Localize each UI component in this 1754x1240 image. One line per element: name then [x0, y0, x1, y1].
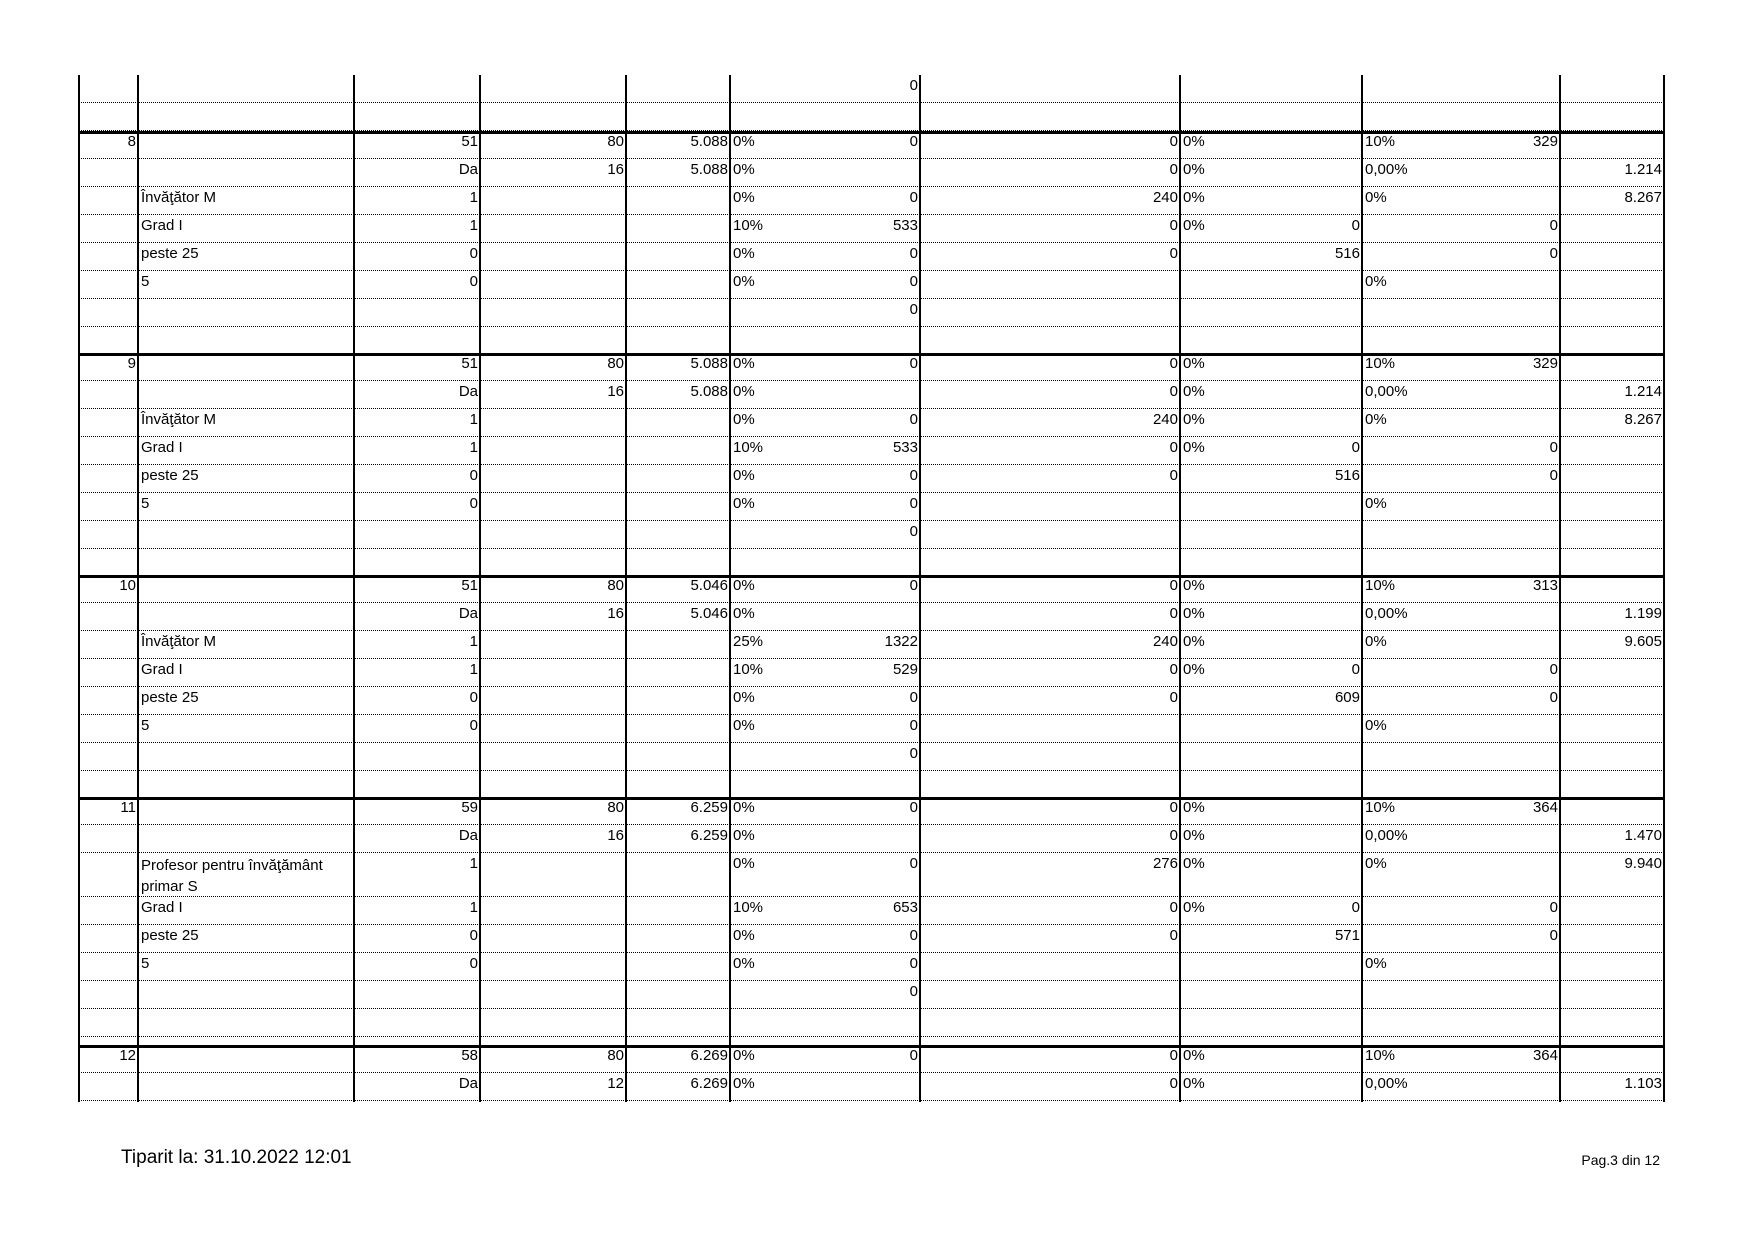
table-cell: 0 — [909, 467, 918, 484]
table-cell: 0% — [733, 383, 755, 400]
row-separator — [79, 270, 1664, 271]
row-separator — [79, 852, 1664, 853]
row-label: 5 — [141, 717, 150, 734]
table-cell: Da — [458, 161, 478, 178]
table-cell: 9.940 — [1624, 855, 1662, 872]
table-cell: 80 — [607, 1047, 624, 1064]
row-separator — [79, 1008, 1664, 1009]
row-label: Grad I — [141, 661, 183, 678]
row-label: peste 25 — [141, 245, 199, 262]
table-cell: 10% — [1365, 799, 1396, 816]
table-cell: 0% — [733, 577, 755, 594]
table-cell: 0 — [909, 245, 918, 262]
table-cell: 0% — [733, 161, 755, 178]
table-cell: 329 — [1532, 133, 1558, 150]
table-cell: 0 — [1169, 1047, 1178, 1064]
table-cell: 0% — [733, 955, 755, 972]
column-divider — [353, 75, 355, 1102]
row-label: Învăţător M — [141, 633, 217, 650]
table-cell: 0 — [1169, 383, 1178, 400]
row-separator — [79, 408, 1664, 409]
table-cell: 0% — [1365, 955, 1387, 972]
row-separator — [79, 1100, 1664, 1101]
table-cell: 8.267 — [1624, 411, 1662, 428]
column-divider — [137, 75, 139, 1102]
table-cell: 59 — [461, 799, 478, 816]
table-cell: 10% — [733, 217, 764, 234]
row-separator — [79, 1036, 1664, 1037]
table-cell: 0% — [1183, 661, 1205, 678]
row-label: 5 — [141, 495, 150, 512]
table-cell: 0% — [1183, 133, 1205, 150]
row-separator — [79, 658, 1664, 659]
table-cell: 10 — [119, 577, 136, 594]
table-cell: 0% — [1183, 855, 1205, 872]
row-separator — [79, 102, 1664, 103]
table-cell: 0 — [909, 955, 918, 972]
row-separator — [79, 186, 1664, 187]
table-cell: 1 — [469, 633, 478, 650]
table-cell: 240 — [1152, 411, 1178, 428]
table-cell: 0 — [1169, 899, 1178, 916]
table-cell: 0% — [733, 605, 755, 622]
table-cell: 0 — [1351, 439, 1360, 456]
row-label: Grad I — [141, 899, 183, 916]
table-cell: 0% — [733, 1047, 755, 1064]
table-cell: 0 — [909, 799, 918, 816]
table-cell: 80 — [607, 355, 624, 372]
table-cell: 0 — [909, 495, 918, 512]
table-cell: 5.088 — [690, 355, 728, 372]
row-label: Grad I — [141, 217, 183, 234]
print-timestamp: Tiparit la: 31.10.2022 12:01 — [121, 1147, 352, 1168]
table-cell: 0% — [1365, 633, 1387, 650]
table-cell: 0% — [1365, 189, 1387, 206]
table-cell: 51 — [461, 355, 478, 372]
table-cell: 0 — [1549, 245, 1558, 262]
table-cell: 516 — [1334, 245, 1360, 262]
table-cell: 0% — [733, 689, 755, 706]
table-cell: 51 — [461, 577, 478, 594]
table-cell: 0 — [909, 745, 918, 762]
table-cell: 0% — [733, 927, 755, 944]
row-separator — [79, 492, 1664, 493]
table-cell: 0 — [469, 495, 478, 512]
table-cell: 9.605 — [1624, 633, 1662, 650]
table-cell: 0,00% — [1365, 383, 1408, 400]
table-cell: 0 — [909, 133, 918, 150]
table-cell: 1 — [469, 217, 478, 234]
row-separator — [79, 464, 1664, 465]
table-cell: 0 — [1169, 689, 1178, 706]
table-cell: 0 — [1169, 217, 1178, 234]
table-cell: 0% — [1183, 633, 1205, 650]
table-cell: 0% — [1183, 827, 1205, 844]
table-cell: 1 — [469, 899, 478, 916]
row-separator — [79, 770, 1664, 771]
table-cell: 5.088 — [690, 383, 728, 400]
table-cell: 10% — [1365, 577, 1396, 594]
table-cell: 364 — [1532, 799, 1558, 816]
row-separator — [79, 980, 1664, 981]
table-cell: 12 — [119, 1047, 136, 1064]
table-cell: 0 — [1169, 133, 1178, 150]
row-separator — [79, 952, 1664, 953]
table-cell: 533 — [892, 217, 918, 234]
table-cell: 9 — [127, 355, 136, 372]
table-cell: 10% — [1365, 1047, 1396, 1064]
table-cell: 10% — [1365, 133, 1396, 150]
table-cell: 10% — [733, 899, 764, 916]
row-label: Grad I — [141, 439, 183, 456]
table-cell: 364 — [1532, 1047, 1558, 1064]
table-cell: 0 — [1549, 661, 1558, 678]
table-cell: 0 — [909, 523, 918, 540]
column-divider — [78, 75, 80, 1102]
table-cell: 0% — [733, 133, 755, 150]
table-cell: 1.214 — [1624, 161, 1662, 178]
row-label: 5 — [141, 955, 150, 972]
row-separator — [79, 602, 1664, 603]
table-cell: 0% — [733, 855, 755, 872]
table-cell: 0 — [909, 689, 918, 706]
row-separator — [79, 298, 1664, 299]
table-cell: 0% — [1365, 411, 1387, 428]
row-label: Învăţător M — [141, 189, 217, 206]
column-divider — [1179, 75, 1181, 1102]
row-separator — [79, 714, 1664, 715]
row-separator — [79, 326, 1664, 327]
table-cell: 0 — [909, 855, 918, 872]
table-cell: 6.259 — [690, 827, 728, 844]
table-cell: 0,00% — [1365, 827, 1408, 844]
column-divider — [1361, 75, 1363, 1102]
row-label: 5 — [141, 273, 150, 290]
table-cell: 1 — [469, 855, 478, 872]
table-cell: 0 — [1351, 217, 1360, 234]
table-cell: 0% — [1183, 411, 1205, 428]
table-cell: 0 — [909, 717, 918, 734]
table-cell: 571 — [1334, 927, 1360, 944]
table-cell: 0% — [733, 467, 755, 484]
table-cell: 276 — [1152, 855, 1178, 872]
table-cell: Da — [458, 827, 478, 844]
table-cell: 0% — [1183, 217, 1205, 234]
table-cell: 16 — [607, 383, 624, 400]
table-cell: 0% — [733, 411, 755, 428]
row-separator — [79, 896, 1664, 897]
table-cell: 0% — [733, 189, 755, 206]
table-cell: 80 — [607, 577, 624, 594]
row-separator — [79, 436, 1664, 437]
table-cell: 1322 — [884, 633, 918, 650]
table-cell: 0 — [1169, 927, 1178, 944]
table-cell: 0% — [1183, 799, 1205, 816]
row-separator — [79, 158, 1664, 159]
table-cell: 0 — [1351, 899, 1360, 916]
table-cell: 0 — [469, 955, 478, 972]
table-cell: 0 — [1169, 605, 1178, 622]
table-cell: 0 — [469, 717, 478, 734]
table-cell: 0 — [1549, 899, 1558, 916]
table-cell: 0% — [733, 245, 755, 262]
row-separator — [79, 214, 1664, 215]
table-cell: 16 — [607, 161, 624, 178]
row-label: peste 25 — [141, 927, 199, 944]
table-cell: 8 — [127, 133, 136, 150]
table-cell: 0% — [733, 355, 755, 372]
table-cell: 516 — [1334, 467, 1360, 484]
table-cell: 0% — [1183, 161, 1205, 178]
table-cell: 0 — [1351, 661, 1360, 678]
table-cell: 0% — [1183, 383, 1205, 400]
table-cell: 313 — [1532, 577, 1558, 594]
table-cell: 609 — [1334, 689, 1360, 706]
table-cell: 5.088 — [690, 161, 728, 178]
row-separator — [79, 924, 1664, 925]
table-cell: 10% — [733, 661, 764, 678]
table-cell: 0 — [469, 927, 478, 944]
table-cell: 0 — [1169, 827, 1178, 844]
table-cell: 240 — [1152, 633, 1178, 650]
table-cell: 0 — [1549, 217, 1558, 234]
table-cell: 16 — [607, 605, 624, 622]
row-label: Profesor pentru învăţământ primar S — [141, 857, 323, 895]
table-cell: 0 — [469, 689, 478, 706]
table-cell: 58 — [461, 1047, 478, 1064]
table-cell: 1.214 — [1624, 383, 1662, 400]
page-number: Pag.3 din 12 — [1581, 1152, 1660, 1168]
table-cell: 0 — [909, 577, 918, 594]
table-cell: 0% — [1183, 577, 1205, 594]
column-divider — [919, 75, 921, 1102]
table-cell: 0,00% — [1365, 161, 1408, 178]
table-cell: 11 — [120, 799, 136, 816]
table-cell: 0 — [1549, 467, 1558, 484]
table-cell: 25% — [733, 633, 764, 650]
table-cell: 6.269 — [690, 1075, 728, 1092]
table-cell: 1.103 — [1624, 1075, 1662, 1092]
table-cell: 529 — [892, 661, 918, 678]
table-cell: 0 — [1169, 467, 1178, 484]
table-cell: 0 — [909, 77, 918, 94]
row-separator — [79, 686, 1664, 687]
table-cell: 1.470 — [1624, 827, 1662, 844]
column-divider — [625, 75, 627, 1102]
table-cell: 1 — [469, 439, 478, 456]
table-cell: 0 — [1169, 577, 1178, 594]
table-cell: 0% — [1365, 273, 1387, 290]
column-divider — [1663, 75, 1665, 1102]
table-cell: 0 — [909, 1047, 918, 1064]
table-cell: 0% — [733, 799, 755, 816]
table-cell: 80 — [607, 799, 624, 816]
table-cell: 0% — [1183, 1075, 1205, 1092]
table-cell: Da — [458, 605, 478, 622]
table-cell: 0 — [1169, 1075, 1178, 1092]
table-cell: 80 — [607, 133, 624, 150]
table-cell: 51 — [461, 133, 478, 150]
row-separator — [79, 548, 1664, 549]
table-cell: 5.088 — [690, 133, 728, 150]
table-cell: 5.046 — [690, 577, 728, 594]
column-divider — [479, 75, 481, 1102]
row-label: peste 25 — [141, 689, 199, 706]
row-separator — [79, 742, 1664, 743]
row-separator — [79, 824, 1664, 825]
table-cell: 10% — [733, 439, 764, 456]
table-cell: 0 — [909, 411, 918, 428]
table-cell: 0% — [1183, 1047, 1205, 1064]
table-cell: 10% — [1365, 355, 1396, 372]
row-label: peste 25 — [141, 467, 199, 484]
table-cell: 0 — [1169, 661, 1178, 678]
row-label: Învăţător M — [141, 411, 217, 428]
table-cell: 1 — [469, 189, 478, 206]
table-cell: 0% — [733, 495, 755, 512]
table-cell: 0,00% — [1365, 1075, 1408, 1092]
table-cell: 1 — [469, 411, 478, 428]
table-cell: 0% — [733, 717, 755, 734]
table-cell: 8.267 — [1624, 189, 1662, 206]
table-cell: 0% — [1365, 855, 1387, 872]
table-cell: 329 — [1532, 355, 1558, 372]
row-separator — [79, 242, 1664, 243]
table-cell: 0 — [909, 927, 918, 944]
table-cell: 12 — [607, 1075, 624, 1092]
table-cell: 0 — [1549, 439, 1558, 456]
table-cell: 0% — [1183, 899, 1205, 916]
table-cell: 16 — [607, 827, 624, 844]
table-cell: 240 — [1152, 189, 1178, 206]
table-cell: 0 — [909, 983, 918, 1000]
table-cell: Da — [458, 1075, 478, 1092]
table-cell: 0% — [1183, 605, 1205, 622]
table-cell: 0% — [1183, 355, 1205, 372]
table-cell: 0 — [1549, 927, 1558, 944]
table-cell: Da — [458, 383, 478, 400]
table-cell: 0,00% — [1365, 605, 1408, 622]
table-cell: 0 — [469, 245, 478, 262]
table-cell: 0% — [1183, 189, 1205, 206]
table-cell: 0% — [733, 1075, 755, 1092]
table-cell: 0% — [733, 827, 755, 844]
table-cell: 6.259 — [690, 799, 728, 816]
table-cell: 0 — [909, 189, 918, 206]
table-cell: 533 — [892, 439, 918, 456]
table-cell: 0 — [1169, 355, 1178, 372]
row-separator — [79, 630, 1664, 631]
table-cell: 0 — [909, 301, 918, 318]
row-separator — [79, 380, 1664, 381]
table-cell: 0 — [1169, 439, 1178, 456]
row-separator — [79, 1072, 1664, 1073]
table-cell: 0 — [1169, 245, 1178, 262]
table-cell: 1 — [469, 661, 478, 678]
table-cell: 0% — [1365, 495, 1387, 512]
row-separator — [79, 520, 1664, 521]
table-cell: 0% — [733, 273, 755, 290]
table-cell: 0% — [1183, 439, 1205, 456]
table-cell: 0 — [1169, 161, 1178, 178]
table-cell: 0 — [1169, 799, 1178, 816]
table-cell: 0 — [469, 467, 478, 484]
column-divider — [729, 75, 731, 1102]
table-cell: 5.046 — [690, 605, 728, 622]
table-cell: 1.199 — [1624, 605, 1662, 622]
table-cell: 0 — [1549, 689, 1558, 706]
table-cell: 0% — [1365, 717, 1387, 734]
column-divider — [1559, 75, 1561, 1102]
table-cell: 0 — [469, 273, 478, 290]
table-cell: 653 — [892, 899, 918, 916]
table-cell: 6.269 — [690, 1047, 728, 1064]
table-cell: 0 — [909, 355, 918, 372]
table-cell: 0 — [909, 273, 918, 290]
